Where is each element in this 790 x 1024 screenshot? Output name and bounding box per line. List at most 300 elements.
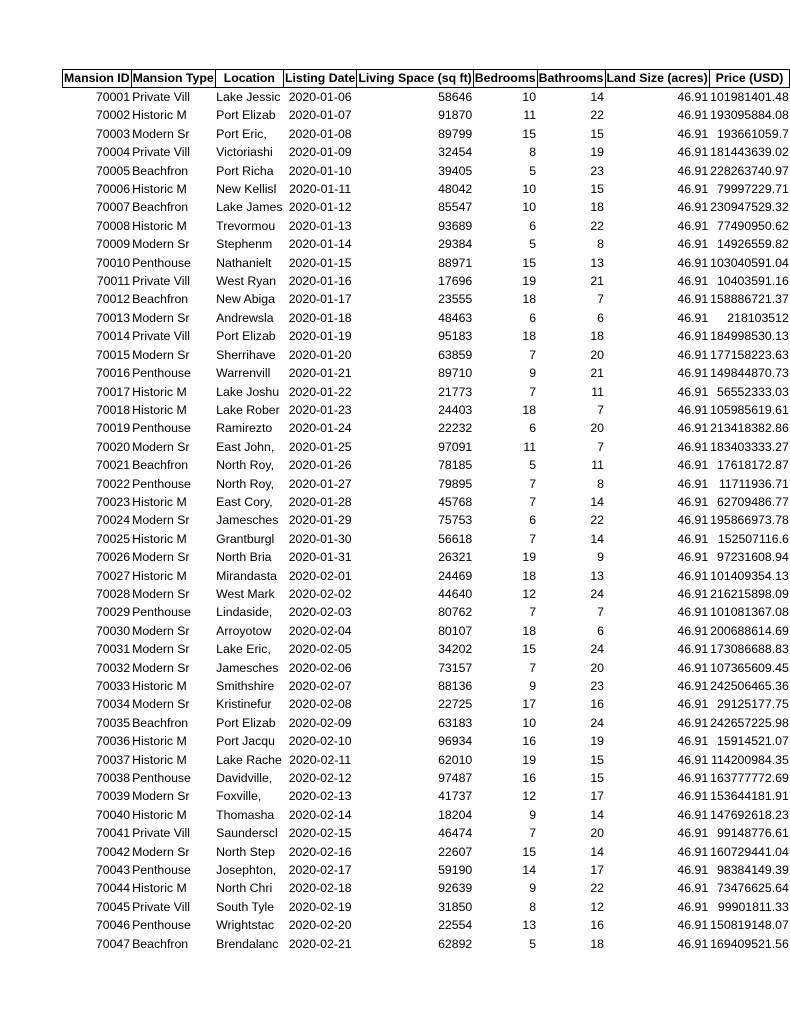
cell-mansion-id[interactable]: 70021 [95,458,131,473]
cell-listing-date[interactable]: 2020-01-16 [288,274,352,289]
cell-location[interactable]: East John, [216,439,275,454]
cell-listing-date[interactable]: 2020-01-22 [288,384,352,399]
cell-land-size[interactable]: 46.91 [677,90,709,104]
cell-living-space[interactable]: 22607 [438,844,473,859]
cell-mansion-id[interactable]: 70041 [95,826,131,841]
cell-location[interactable]: Foxville, [216,789,262,804]
cell-price[interactable]: 195866973.78 [710,513,789,528]
cell-living-space[interactable]: 32454 [438,145,473,160]
cell-living-space[interactable]: 78185 [438,458,473,473]
cell-living-space[interactable]: 95183 [438,329,473,344]
cell-land-size[interactable]: 46.91 [677,292,709,307]
cell-bedrooms[interactable]: 5 [529,936,537,951]
cell-living-space[interactable]: 79895 [438,476,473,491]
cell-bedrooms[interactable]: 7 [529,660,537,675]
cell-living-space[interactable]: 22554 [438,918,473,933]
cell-bathrooms[interactable]: 11 [591,458,605,473]
header-bathrooms[interactable]: Bathrooms [537,70,605,88]
cell-mansion-id[interactable]: 70038 [95,771,131,786]
cell-price[interactable]: 15914521.07 [717,734,789,749]
cell-price[interactable]: 114200984.35 [711,752,789,767]
cell-mansion-id[interactable]: 70023 [95,494,131,509]
cell-mansion-id[interactable]: 70039 [95,789,131,804]
cell-bathrooms[interactable]: 22 [590,218,605,233]
cell-price[interactable]: 160729441.04 [710,844,789,859]
cell-living-space[interactable]: 56618 [438,531,473,546]
cell-location[interactable]: North Roy, [216,458,275,473]
cell-bathrooms[interactable]: 15 [590,771,605,786]
cell-bedrooms[interactable]: 6 [529,218,537,233]
cell-location[interactable]: Jamesches [216,513,279,528]
cell-living-space[interactable]: 39405 [438,163,473,178]
cell-mansion-type[interactable]: Historic M [132,881,187,896]
cell-bedrooms[interactable]: 7 [529,531,537,546]
cell-bathrooms[interactable]: 18 [590,200,605,215]
cell-land-size[interactable]: 46.91 [677,899,709,914]
cell-price[interactable]: 14926559.82 [717,237,789,252]
cell-living-space[interactable]: 48042 [438,182,473,197]
cell-living-space[interactable]: 80107 [438,623,473,638]
cell-living-space[interactable]: 31850 [438,899,473,914]
cell-living-space[interactable]: 63183 [438,715,473,730]
cell-listing-date[interactable]: 2020-02-17 [288,863,352,878]
cell-listing-date[interactable]: 2020-01-23 [288,402,352,417]
cell-location[interactable]: Victoriashi [216,145,273,160]
cell-land-size[interactable]: 46.91 [677,145,709,160]
cell-mansion-type[interactable]: Penthouse [132,771,191,786]
cell-listing-date[interactable]: 2020-01-11 [289,182,352,197]
cell-land-size[interactable]: 46.91 [677,844,709,859]
cell-location[interactable]: Ramirezto [216,421,273,436]
cell-price[interactable]: 97231608.94 [717,550,789,565]
cell-price[interactable]: 62709486.77 [717,494,789,509]
cell-mansion-type[interactable]: Historic M [132,494,187,509]
cell-listing-date[interactable]: 2020-01-29 [288,513,352,528]
cell-living-space[interactable]: 34202 [438,642,473,657]
cell-living-space[interactable]: 46474 [438,826,473,841]
cell-bedrooms[interactable]: 18 [522,568,537,583]
cell-bathrooms[interactable]: 11 [591,384,605,399]
cell-mansion-id[interactable]: 70002 [95,108,131,123]
cell-location[interactable]: Port Jacqu [216,734,275,749]
cell-mansion-type[interactable]: Private Vill [132,145,190,160]
cell-listing-date[interactable]: 2020-02-05 [288,642,352,657]
cell-mansion-id[interactable]: 70024 [95,513,131,528]
cell-living-space[interactable]: 91870 [438,108,473,123]
cell-mansion-type[interactable]: Modern Sr [132,310,190,325]
cell-bedrooms[interactable]: 7 [529,826,537,841]
cell-bathrooms[interactable]: 7 [597,605,605,620]
cell-bedrooms[interactable]: 5 [529,458,537,473]
cell-land-size[interactable]: 46.91 [677,329,709,344]
cell-bathrooms[interactable]: 15 [590,126,605,141]
cell-listing-date[interactable]: 2020-02-04 [288,623,352,638]
cell-location[interactable]: Thomasha [216,807,275,822]
cell-listing-date[interactable]: 2020-01-30 [288,531,352,546]
cell-listing-date[interactable]: 2020-01-24 [288,421,352,436]
cell-price[interactable]: 99148776.61 [717,826,789,841]
cell-listing-date[interactable]: 2020-01-25 [288,439,352,454]
cell-land-size[interactable]: 46.91 [677,697,709,712]
cell-mansion-id[interactable]: 70030 [95,623,131,638]
cell-bedrooms[interactable]: 7 [529,347,537,362]
cell-mansion-id[interactable]: 70043 [95,863,131,878]
cell-bathrooms[interactable]: 18 [590,329,605,344]
cell-mansion-type[interactable]: Private Vill [132,899,190,914]
cell-bedrooms[interactable]: 6 [529,310,537,325]
cell-bathrooms[interactable]: 22 [590,881,605,896]
header-location[interactable]: Location [215,70,283,88]
cell-listing-date[interactable]: 2020-01-21 [288,366,352,381]
cell-mansion-id[interactable]: 70020 [95,439,131,454]
cell-price[interactable]: 177158223.63 [710,347,789,362]
cell-mansion-type[interactable]: Modern Sr [132,513,190,528]
cell-bathrooms[interactable]: 6 [597,310,605,325]
cell-land-size[interactable]: 46.91 [677,366,709,381]
cell-price[interactable]: 153644181.91 [710,789,789,804]
cell-price[interactable]: 10403591.16 [717,274,789,289]
cell-living-space[interactable]: 73157 [438,660,473,675]
cell-mansion-id[interactable]: 70040 [95,807,131,822]
cell-location[interactable]: Brendalanc [216,936,279,951]
cell-price[interactable]: 163777772.69 [710,771,789,786]
cell-price[interactable]: 79997229.71 [717,182,789,197]
cell-bedrooms[interactable]: 11 [523,439,537,454]
cell-location[interactable]: West Ryan [216,274,277,289]
cell-listing-date[interactable]: 2020-01-27 [288,476,352,491]
cell-mansion-id[interactable]: 70003 [95,126,131,141]
cell-land-size[interactable]: 46.91 [677,660,709,675]
cell-listing-date[interactable]: 2020-01-12 [288,200,352,215]
cell-mansion-id[interactable]: 70009 [95,237,131,252]
cell-mansion-id[interactable]: 70004 [95,145,131,160]
cell-mansion-type[interactable]: Historic M [132,734,187,749]
cell-mansion-type[interactable]: Modern Sr [132,439,190,454]
cell-location[interactable]: Sherrihave [216,347,276,362]
cell-land-size[interactable]: 46.91 [677,200,709,215]
cell-location[interactable]: Trevormou [216,218,276,233]
cell-listing-date[interactable]: 2020-02-11 [289,752,352,767]
cell-land-size[interactable]: 46.91 [677,108,709,123]
cell-bedrooms[interactable]: 14 [522,863,537,878]
cell-bedrooms[interactable]: 15 [522,255,537,270]
cell-price[interactable]: 101081367.08 [710,605,789,620]
cell-mansion-type[interactable]: Beachfron [132,292,189,307]
cell-bedrooms[interactable]: 10 [522,90,537,104]
cell-mansion-id[interactable]: 70032 [95,660,131,675]
cell-land-size[interactable]: 46.91 [677,623,709,638]
cell-mansion-type[interactable]: Penthouse [132,863,191,878]
cell-mansion-type[interactable]: Historic M [132,182,187,197]
cell-bathrooms[interactable]: 15 [590,752,605,767]
cell-mansion-type[interactable]: Beachfron [132,458,189,473]
cell-listing-date[interactable]: 2020-02-07 [288,679,352,693]
cell-bedrooms[interactable]: 12 [522,789,537,804]
cell-price[interactable]: 169409521.56 [710,936,789,951]
cell-land-size[interactable]: 46.91 [677,771,709,786]
cell-mansion-id[interactable]: 70022 [95,476,131,491]
cell-bathrooms[interactable]: 7 [597,439,605,454]
cell-price[interactable]: 101981401.48 [710,90,789,104]
cell-mansion-type[interactable]: Private Vill [132,826,190,841]
cell-bathrooms[interactable]: 20 [590,421,605,436]
cell-land-size[interactable]: 46.91 [677,163,709,178]
cell-location[interactable]: Andrewsla [216,310,274,325]
header-mansion-id[interactable]: Mansion ID [63,70,132,88]
cell-location[interactable]: East Cory, [216,494,273,509]
cell-mansion-id[interactable]: 70026 [95,550,131,565]
cell-listing-date[interactable]: 2020-01-10 [288,163,352,178]
cell-location[interactable]: New Kellisl [216,182,277,197]
cell-listing-date[interactable]: 2020-02-16 [288,844,352,859]
cell-location[interactable]: New Abiga [216,292,275,307]
cell-listing-date[interactable]: 2020-02-19 [288,899,352,914]
cell-location[interactable]: Davidville, [216,771,273,786]
cell-living-space[interactable]: 26321 [438,550,473,565]
cell-location[interactable]: Lake James [216,200,283,215]
cell-location[interactable]: Lindaside, [216,605,273,620]
cell-bathrooms[interactable]: 17 [590,863,605,878]
cell-location[interactable]: Lake Eric, [216,642,271,657]
cell-mansion-type[interactable]: Historic M [132,568,187,583]
cell-price[interactable]: 158886721.37 [710,292,789,307]
cell-price[interactable]: 216215898.09 [710,586,789,601]
cell-price[interactable]: 193095884.08 [710,108,789,123]
cell-bedrooms[interactable]: 8 [529,899,537,914]
cell-listing-date[interactable]: 2020-01-18 [288,310,352,325]
cell-land-size[interactable]: 46.91 [677,752,709,767]
cell-mansion-id[interactable]: 70006 [95,182,131,197]
cell-living-space[interactable]: 17696 [438,274,473,289]
cell-land-size[interactable]: 46.91 [677,550,709,565]
cell-bedrooms[interactable]: 12 [522,586,537,601]
cell-mansion-id[interactable]: 70001 [95,90,131,104]
cell-living-space[interactable]: 22725 [438,697,473,712]
header-mansion-type[interactable]: Mansion Type [131,70,215,88]
cell-land-size[interactable]: 46.91 [677,513,709,528]
cell-living-space[interactable]: 89799 [438,126,473,141]
cell-mansion-type[interactable]: Historic M [132,384,187,399]
cell-mansion-type[interactable]: Historic M [132,807,187,822]
cell-listing-date[interactable]: 2020-01-17 [288,292,352,307]
cell-mansion-id[interactable]: 70013 [95,310,131,325]
cell-mansion-type[interactable]: Modern Sr [132,844,190,859]
cell-mansion-type[interactable]: Beachfron [132,715,189,730]
cell-bathrooms[interactable]: 16 [590,697,605,712]
cell-land-size[interactable]: 46.91 [677,126,709,141]
header-land-size[interactable]: Land Size (acres) [605,70,709,88]
cell-bedrooms[interactable]: 16 [522,771,537,786]
cell-bathrooms[interactable]: 24 [590,715,605,730]
cell-land-size[interactable]: 46.91 [677,605,709,620]
cell-location[interactable]: Warrenvill [216,366,271,381]
cell-mansion-id[interactable]: 70007 [95,200,131,215]
cell-listing-date[interactable]: 2020-01-28 [288,494,352,509]
cell-mansion-type[interactable]: Modern Sr [132,642,190,657]
cell-mansion-type[interactable]: Historic M [132,218,187,233]
cell-land-size[interactable]: 46.91 [677,586,709,601]
cell-listing-date[interactable]: 2020-01-09 [288,145,352,160]
cell-bedrooms[interactable]: 15 [522,642,537,657]
cell-location[interactable]: Port Eric, [216,126,267,141]
cell-mansion-id[interactable]: 70015 [95,347,131,362]
cell-living-space[interactable]: 80762 [438,605,473,620]
cell-bedrooms[interactable]: 7 [529,605,537,620]
cell-living-space[interactable]: 89710 [438,366,473,381]
cell-living-space[interactable]: 44640 [438,586,473,601]
cell-location[interactable]: West Mark [216,586,275,601]
cell-bedrooms[interactable]: 10 [522,715,537,730]
cell-land-size[interactable]: 46.91 [677,826,709,841]
cell-listing-date[interactable]: 2020-02-12 [288,771,352,786]
cell-bathrooms[interactable]: 7 [597,292,605,307]
cell-bathrooms[interactable]: 14 [590,807,605,822]
cell-bathrooms[interactable]: 20 [590,826,605,841]
cell-price[interactable]: 105985619.61 [710,402,789,417]
cell-bedrooms[interactable]: 17 [522,697,537,712]
cell-living-space[interactable]: 75753 [438,513,473,528]
cell-mansion-type[interactable]: Historic M [132,752,187,767]
cell-price[interactable]: 56552333.03 [717,384,789,399]
cell-listing-date[interactable]: 2020-01-07 [288,108,352,123]
cell-price[interactable]: 103040591.04 [710,255,789,270]
cell-bedrooms[interactable]: 9 [529,807,537,822]
cell-bathrooms[interactable]: 23 [590,163,605,178]
cell-location[interactable]: North Bria [216,550,272,565]
cell-mansion-type[interactable]: Modern Sr [132,660,190,675]
cell-mansion-type[interactable]: Modern Sr [132,623,190,638]
cell-bathrooms[interactable]: 24 [590,642,605,657]
cell-bedrooms[interactable]: 19 [522,752,537,767]
cell-bedrooms[interactable]: 5 [529,237,537,252]
cell-listing-date[interactable]: 2020-01-19 [288,329,352,344]
cell-land-size[interactable]: 46.91 [677,531,709,546]
cell-mansion-id[interactable]: 70005 [95,163,131,178]
cell-price[interactable]: 183403333.27 [710,439,789,454]
cell-location[interactable]: Lake Joshu [216,384,280,399]
cell-bathrooms[interactable]: 8 [597,476,605,491]
cell-listing-date[interactable]: 2020-01-14 [288,237,352,252]
cell-location[interactable]: Port Elizab [216,329,276,344]
cell-mansion-id[interactable]: 70010 [95,255,131,270]
cell-bedrooms[interactable]: 7 [529,384,537,399]
cell-living-space[interactable]: 24469 [438,568,473,583]
cell-land-size[interactable]: 46.91 [677,568,709,583]
cell-location[interactable]: Nathanielt [216,255,272,270]
cell-location[interactable]: North Chri [216,881,273,896]
cell-listing-date[interactable]: 2020-01-26 [288,458,352,473]
cell-price[interactable]: 213418382.86 [710,421,789,436]
cell-bedrooms[interactable]: 18 [522,623,537,638]
header-living-space[interactable]: Living Space (sq ft) [357,70,473,88]
cell-land-size[interactable]: 46.91 [677,918,709,933]
cell-living-space[interactable]: 24403 [438,402,473,417]
cell-living-space[interactable]: 97487 [438,771,473,786]
cell-price[interactable]: 242657225.98 [710,715,789,730]
cell-bathrooms[interactable]: 8 [597,237,605,252]
cell-bedrooms[interactable]: 13 [522,918,537,933]
cell-living-space[interactable]: 92639 [438,881,473,896]
cell-mansion-id[interactable]: 70045 [95,899,131,914]
cell-bedrooms[interactable]: 10 [522,182,537,197]
cell-listing-date[interactable]: 2020-01-15 [288,255,352,270]
cell-bathrooms[interactable]: 23 [590,679,605,693]
cell-price[interactable]: 17618172.87 [717,458,789,473]
cell-listing-date[interactable]: 2020-02-20 [288,918,352,933]
cell-bedrooms[interactable]: 5 [529,163,537,178]
cell-mansion-type[interactable]: Modern Sr [132,347,190,362]
cell-land-size[interactable]: 46.91 [677,237,709,252]
cell-mansion-id[interactable]: 70046 [95,918,131,933]
cell-living-space[interactable]: 62010 [438,752,473,767]
cell-land-size[interactable]: 46.91 [677,347,709,362]
cell-location[interactable]: Grantburgl [216,531,275,546]
cell-mansion-type[interactable]: Penthouse [132,421,191,436]
cell-location[interactable]: Saunderscl [216,826,278,841]
cell-living-space[interactable]: 58646 [438,90,473,104]
cell-mansion-type[interactable]: Private Vill [132,329,190,344]
cell-bathrooms[interactable]: 18 [590,936,605,951]
cell-mansion-type[interactable]: Modern Sr [132,550,190,565]
cell-location[interactable]: Lake Rache [216,752,282,767]
cell-price[interactable]: 200688614.69 [710,623,789,638]
cell-land-size[interactable]: 46.91 [677,936,709,951]
cell-listing-date[interactable]: 2020-01-31 [288,550,352,565]
cell-location[interactable]: Port Elizab [216,108,276,123]
cell-location[interactable]: South Tyle [216,899,275,914]
cell-land-size[interactable]: 46.91 [677,494,709,509]
cell-land-size[interactable]: 46.91 [677,182,709,197]
cell-bedrooms[interactable]: 7 [529,476,537,491]
cell-price[interactable]: 193661059.7 [717,126,789,141]
cell-mansion-id[interactable]: 70014 [95,329,131,344]
cell-mansion-id[interactable]: 70019 [95,421,131,436]
cell-bathrooms[interactable]: 13 [590,568,605,583]
cell-bedrooms[interactable]: 6 [529,421,537,436]
cell-bathrooms[interactable]: 13 [590,255,605,270]
cell-bedrooms[interactable]: 18 [522,292,537,307]
cell-listing-date[interactable]: 2020-02-02 [288,586,352,601]
header-price[interactable]: Price (USD) [709,70,790,88]
cell-bathrooms[interactable]: 17 [590,789,605,804]
cell-listing-date[interactable]: 2020-02-21 [288,936,352,951]
cell-living-space[interactable]: 59190 [438,863,473,878]
cell-bathrooms[interactable]: 21 [590,274,605,289]
cell-bathrooms[interactable]: 19 [590,734,605,749]
cell-location[interactable]: Wrightstac [216,918,275,933]
cell-land-size[interactable]: 46.91 [677,642,709,657]
header-bedrooms[interactable]: Bedrooms [473,70,537,88]
cell-price[interactable]: 152507116.6 [717,531,789,546]
cell-mansion-id[interactable]: 70025 [95,531,131,546]
cell-mansion-type[interactable]: Beachfron [132,936,189,951]
cell-price[interactable]: 147692618.23 [710,807,789,822]
cell-bedrooms[interactable]: 6 [529,513,537,528]
cell-mansion-id[interactable]: 70034 [95,697,131,712]
cell-mansion-type[interactable]: Penthouse [132,605,191,620]
cell-location[interactable]: Jamesches [216,660,279,675]
cell-bathrooms[interactable]: 22 [590,513,605,528]
cell-location[interactable]: Arroyotow [216,623,272,638]
cell-mansion-type[interactable]: Modern Sr [132,237,190,252]
cell-listing-date[interactable]: 2020-01-06 [288,90,352,104]
cell-bedrooms[interactable]: 18 [522,402,537,417]
cell-listing-date[interactable]: 2020-02-18 [288,881,352,896]
cell-mansion-type[interactable]: Modern Sr [132,586,190,601]
cell-mansion-id[interactable]: 70047 [95,936,131,951]
cell-bedrooms[interactable]: 19 [522,274,537,289]
cell-price[interactable]: 99901811.33 [717,899,789,914]
